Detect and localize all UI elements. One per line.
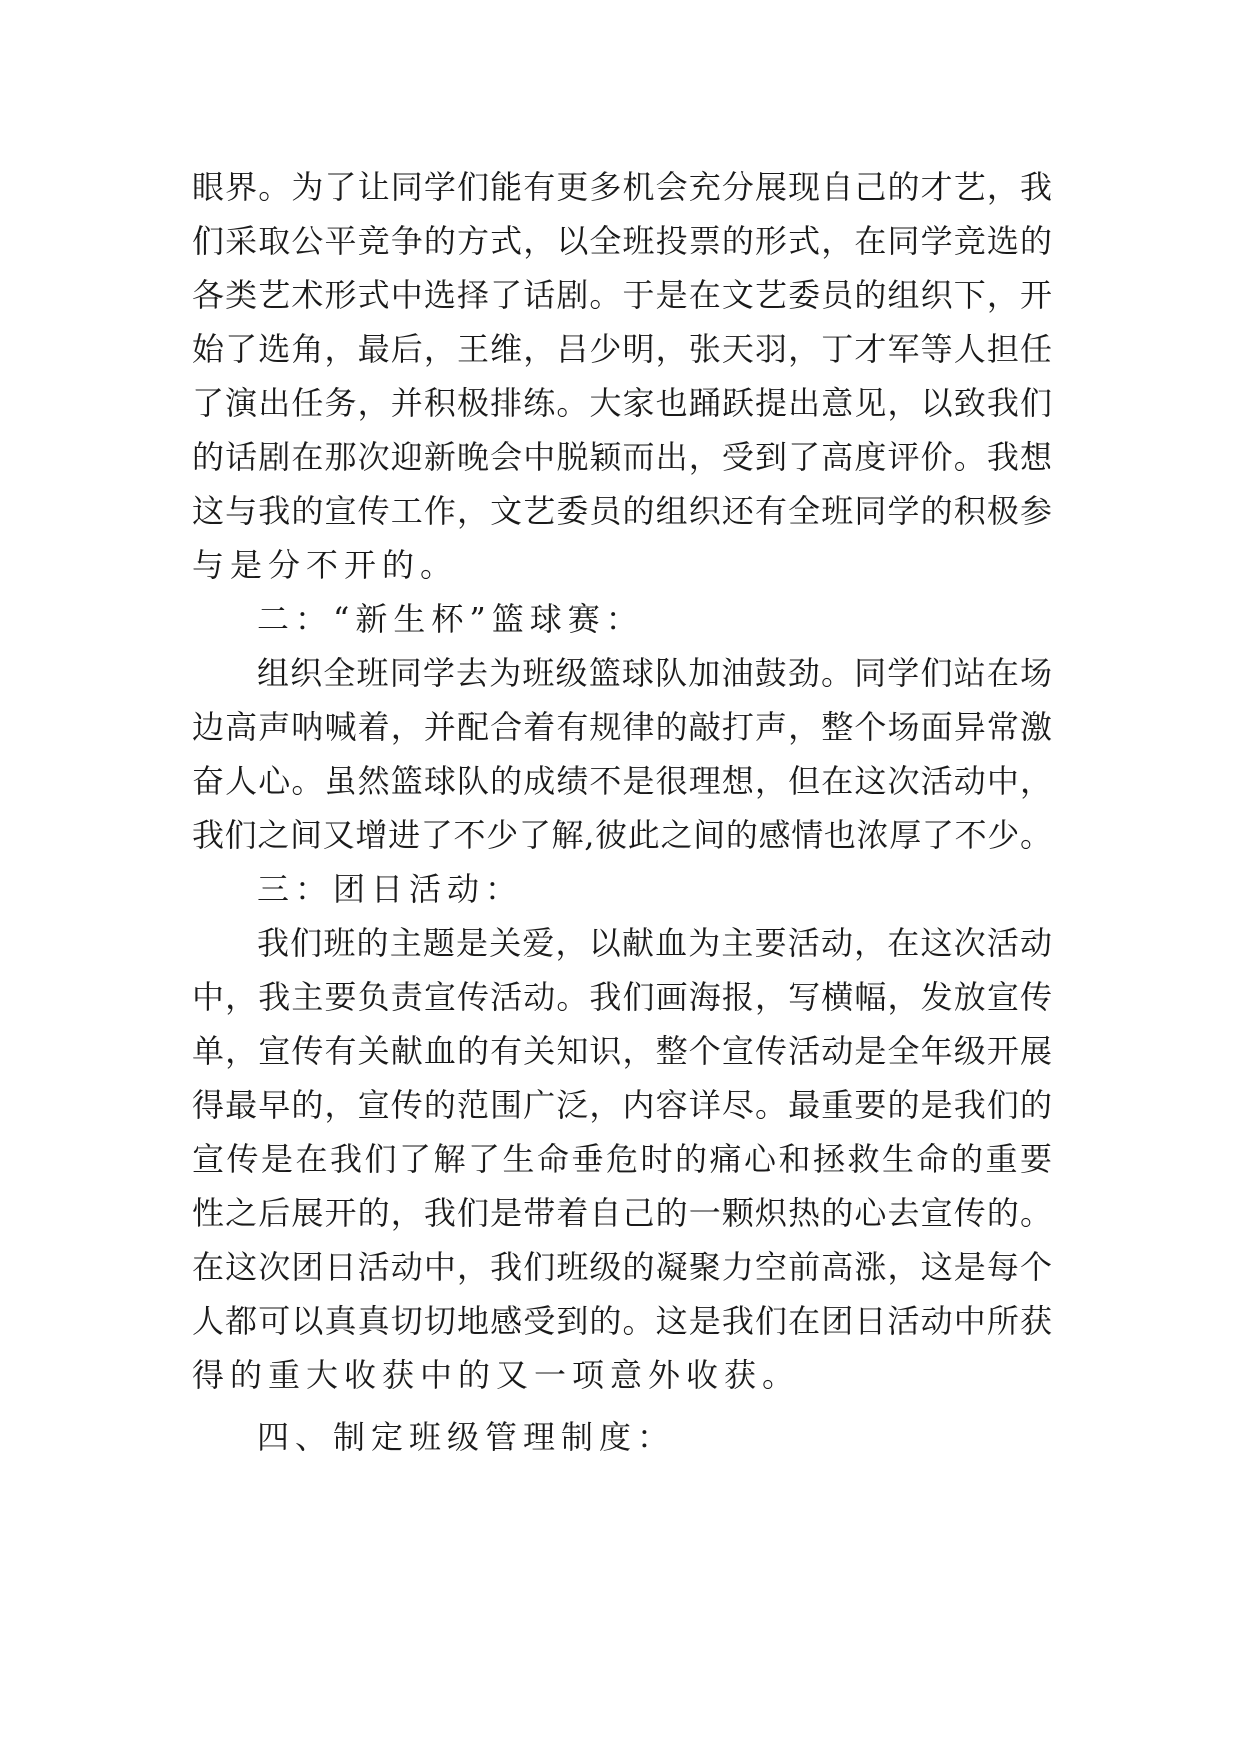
text-line: 的话剧在那次迎新晚会中脱颖而出，受到了高度评价。我想 (192, 438, 1052, 476)
text-line: 我们之间又增进了不少了解,彼此之间的感情也浓厚了不少。 (192, 816, 1052, 854)
section-heading: 三：团日活动： (257, 870, 524, 908)
text-line: 人都可以真真切切地感受到的。这是我们在团日活动中所获 (192, 1302, 1052, 1340)
section-heading: 四、制定班级管理制度： (257, 1418, 676, 1456)
text-line: 始了选角，最后，王维，吕少明，张天羽，丁才军等人担任 (192, 330, 1052, 368)
text-line: 宣传是在我们了解了生命垂危时的痛心和拯救生命的重要 (192, 1140, 1052, 1178)
text-line: 这与我的宣传工作，文艺委员的组织还有全班同学的积极参 (192, 492, 1052, 530)
text-line: 组织全班同学去为班级篮球队加油鼓劲。同学们站在场 (257, 654, 1052, 692)
text-line: 与是分不开的。 (192, 546, 459, 584)
text-line: 得的重大收获中的又一项意外收获。 (192, 1356, 801, 1394)
text-line: 眼界。为了让同学们能有更多机会充分展现自己的才艺，我 (192, 168, 1052, 206)
text-line: 性之后展开的，我们是带着自己的一颗炽热的心去宣传的。 (192, 1194, 1052, 1232)
text-line: 我们班的主题是关爱，以献血为主要活动，在这次活动 (257, 924, 1052, 962)
text-line: 得最早的，宣传的范围广泛，内容详尽。最重要的是我们的 (192, 1086, 1052, 1124)
section-heading: 二：“新生杯”篮球赛： (257, 600, 644, 638)
text-line: 各类艺术形式中选择了话剧。于是在文艺委员的组织下，开 (192, 276, 1052, 314)
text-line: 了演出任务，并积极排练。大家也踊跃提出意见，以致我们 (192, 384, 1052, 422)
text-line: 在这次团日活动中，我们班级的凝聚力空前高涨，这是每个 (192, 1248, 1052, 1286)
text-line: 们采取公平竞争的方式，以全班投票的形式，在同学竞选的 (192, 222, 1052, 260)
text-line: 奋人心。虽然篮球队的成绩不是很理想，但在这次活动中， (192, 762, 1052, 800)
text-line: 单，宣传有关献血的有关知识，整个宣传活动是全年级开展 (192, 1032, 1052, 1070)
text-line: 中，我主要负责宣传活动。我们画海报，写横幅，发放宣传 (192, 978, 1052, 1016)
text-line: 边高声呐喊着，并配合着有规律的敲打声，整个场面异常激 (192, 708, 1052, 746)
